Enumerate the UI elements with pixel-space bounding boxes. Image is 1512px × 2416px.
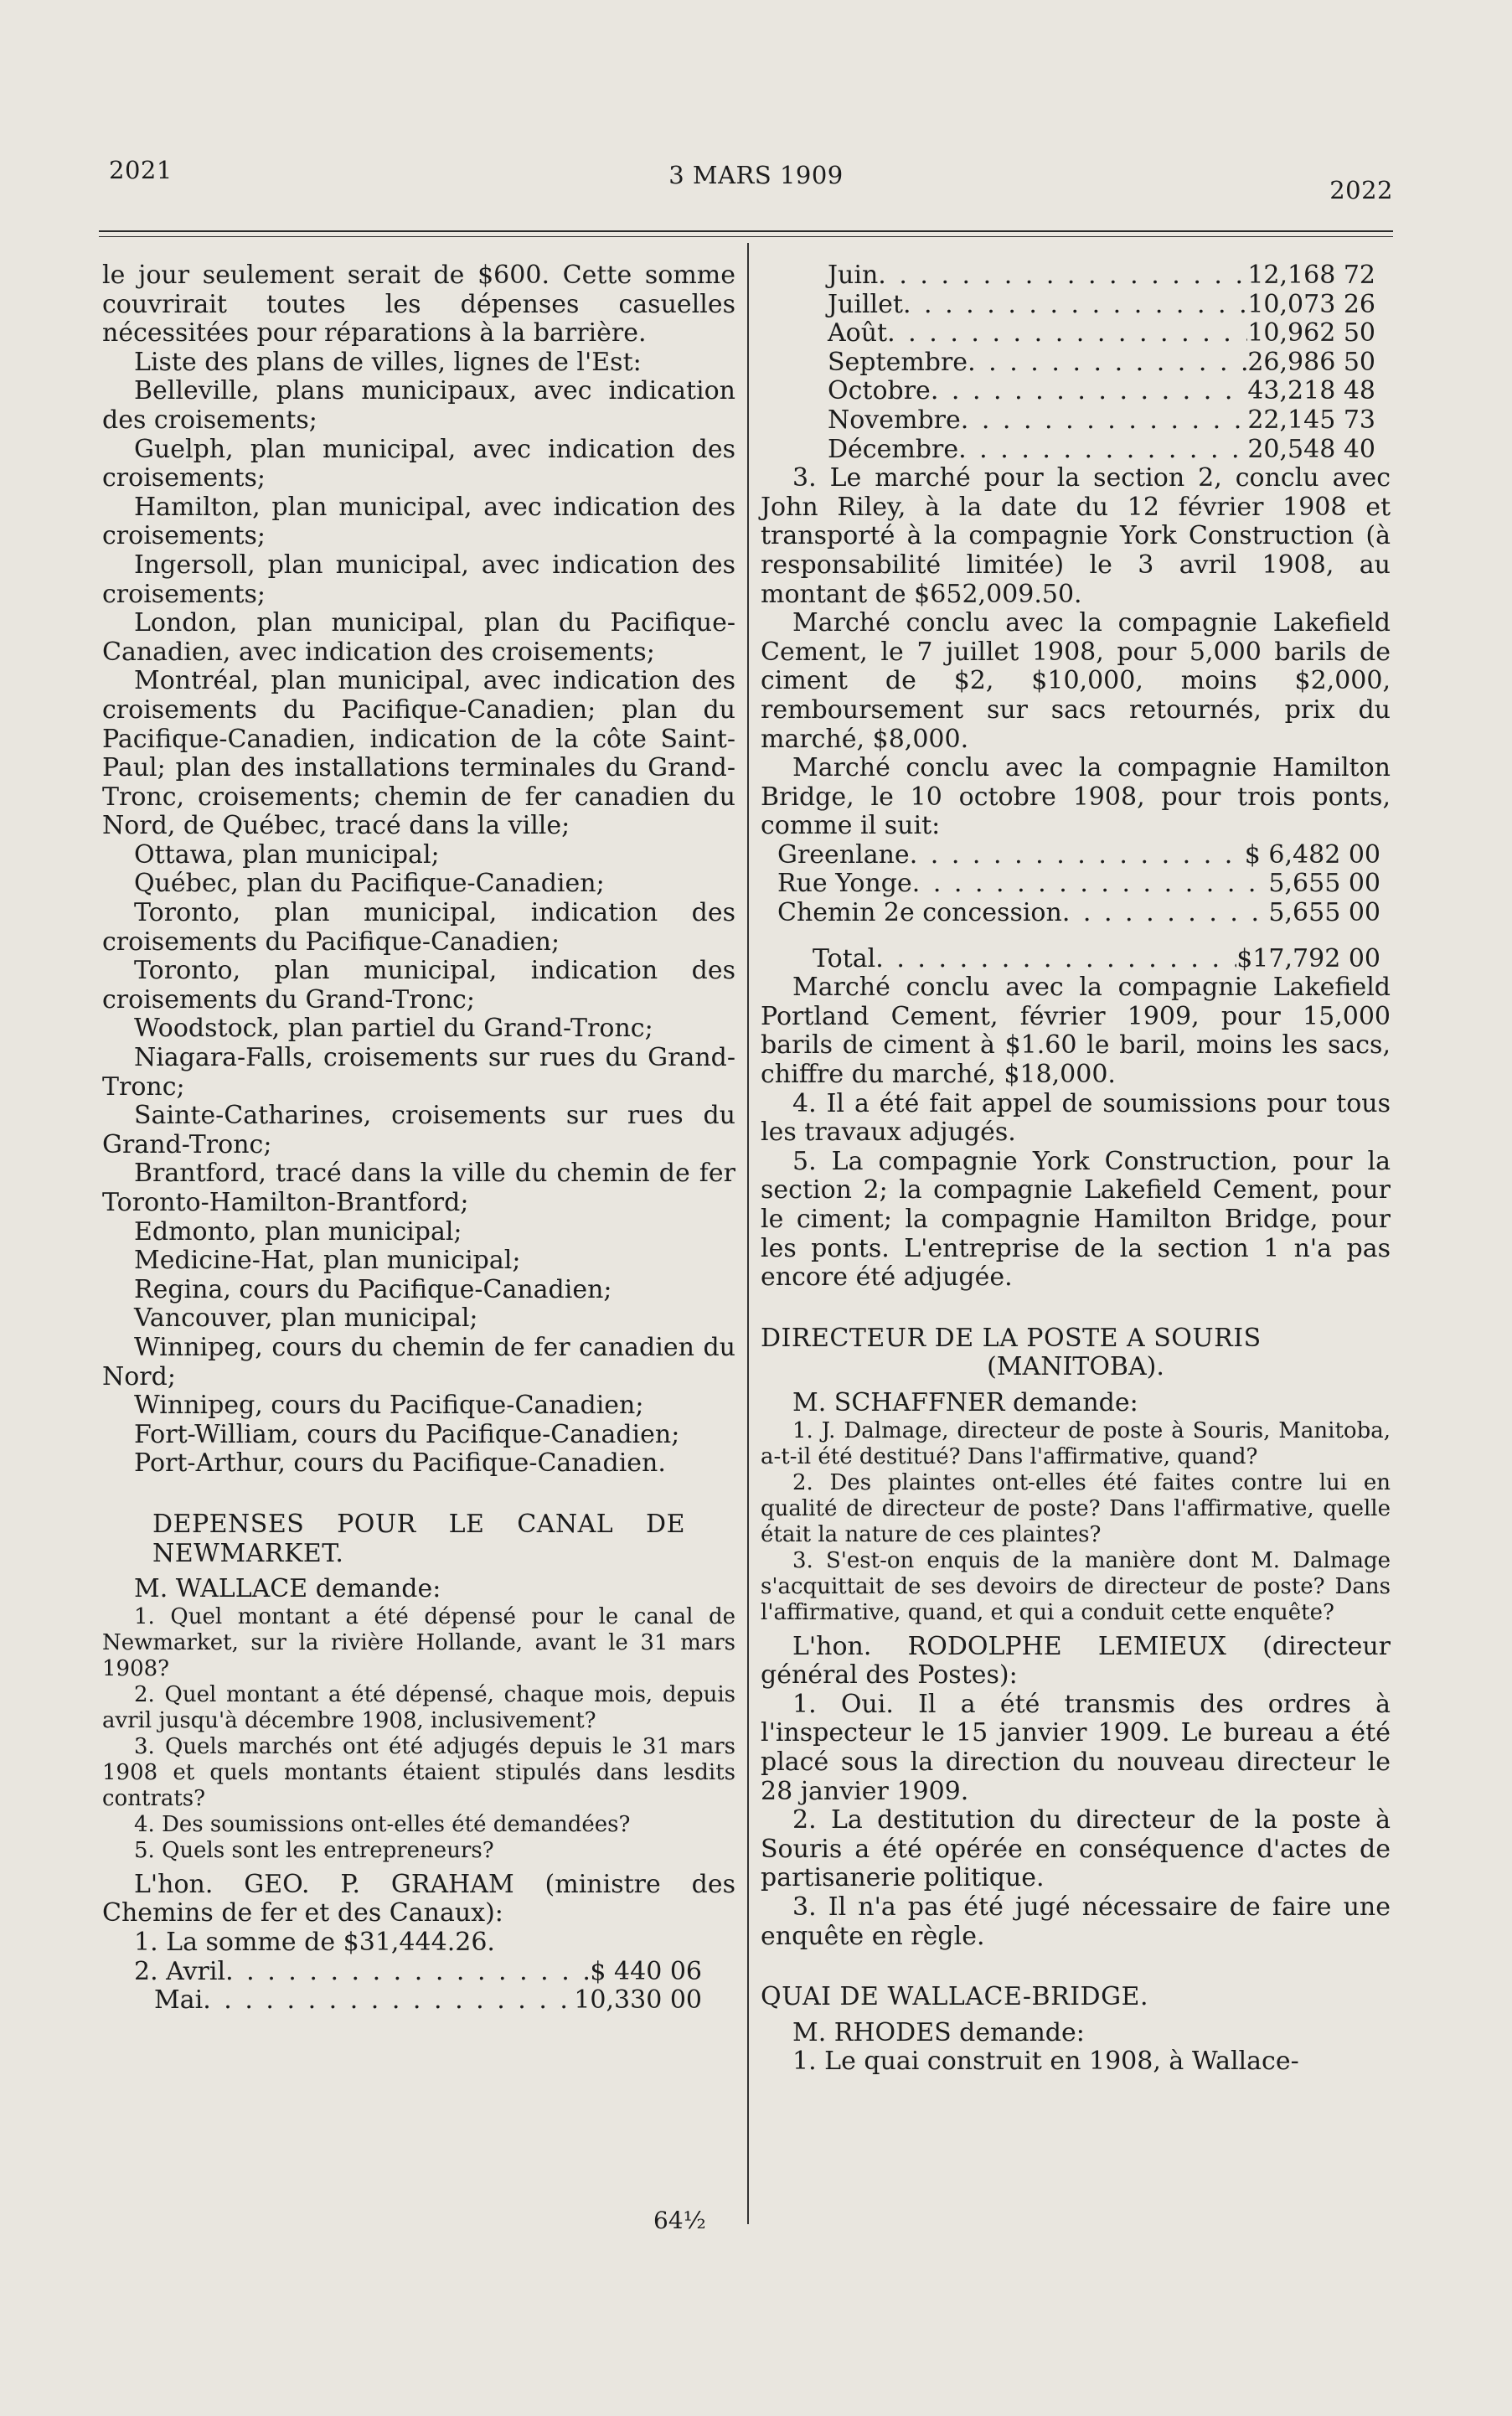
- plan-item: Winnipeg, cours du Pacifique-Canadien;: [134, 1391, 644, 1421]
- plan-item: Guelph, plan municipal, avec indication des croisements;: [102, 434, 735, 493]
- total-label: Total: [813, 943, 876, 973]
- plan-item: Toronto, plan municipal, indication des croisements du Grand-Tronc;: [102, 956, 735, 1014]
- plan-item: London, plan municipal, plan du Pacifique-Canadien, avec indication des croisements;: [102, 608, 735, 667]
- expense-row: [828, 261, 1375, 291]
- expense-value: 20,548 40: [1247, 434, 1375, 464]
- plan-item: Regina, cours du Pacifique-Canadien;: [134, 1274, 612, 1304]
- question-item: 4. Des soumissions ont-elles été demandées?: [134, 1811, 631, 1837]
- plan-item: Brantford, tracé dans la ville du chemin de fer Toronto-Hamilton-Brantford;: [102, 1159, 735, 1217]
- question-asker: M. RHODES demande:: [792, 2017, 1085, 2047]
- answer-item: 2. La destitution du directeur de la poste à Souris a été opérée en conséquence d'actes de partisanerie politique.: [761, 1805, 1391, 1893]
- bridge-row: [777, 899, 1380, 928]
- leader-dots: [875, 945, 1236, 974]
- expense-value: 22,145 73: [1247, 405, 1375, 435]
- question-item: 5. Quels sont les entrepreneurs?: [134, 1837, 494, 1863]
- expense-row: [828, 406, 1375, 436]
- plan-item: Port-Arthur, cours du Pacifique-Canadien.: [134, 1448, 666, 1479]
- leader-dots: [1062, 899, 1269, 928]
- question-asker: M. SCHAFFNER demande:: [792, 1387, 1138, 1417]
- question-item: 2. Quel montant a été dépensé, chaque mois, depuis avril jusqu'à décembre 1908, inclusivement?: [102, 1681, 735, 1733]
- answer-item: 1. La somme de $31,444.26.: [134, 1927, 495, 1957]
- header-rule-thin: [99, 236, 1393, 237]
- leader-dots: [887, 319, 1247, 348]
- expense-value: 43,218 48: [1247, 376, 1375, 406]
- expense-row: [102, 1958, 735, 1987]
- expense-row: [828, 348, 1375, 378]
- header-rule: [99, 230, 1393, 232]
- leader-dots: [958, 436, 1247, 465]
- answerer: L'hon. GEO. P. GRAHAM (ministre des Chemins de fer et des Canaux):: [102, 1869, 735, 1928]
- bridge-label: Greenlane: [777, 839, 910, 870]
- right-page-number: 2022: [1329, 176, 1393, 204]
- bridge-value: 5,655 00: [1268, 869, 1380, 899]
- answer-paragraph: 3. Le marché pour la section 2, conclu avec John Riley, à la date du 12 février 1908 et transporté à la compagnie York Construction (à responsabilité limitée) le 3 avril 1908, au montant de $652,009.50.: [761, 463, 1391, 609]
- plan-item: Ingersoll, plan municipal, avec indication des croisements;: [102, 550, 735, 609]
- bridge-label: Chemin 2e concession: [777, 898, 1062, 928]
- bridges-table: [761, 841, 1391, 928]
- plan-item: Edmonto, plan municipal;: [134, 1216, 462, 1247]
- plan-item: Woodstock, plan partiel du Grand-Tronc;: [134, 1014, 653, 1044]
- leader-dots: [961, 406, 1248, 436]
- expense-label: Juillet: [828, 289, 903, 319]
- expense-row: [828, 436, 1375, 465]
- expense-value: 26,986 50: [1247, 347, 1375, 377]
- answerer: L'hon. RODOLPHE LEMIEUX (directeur général des Postes):: [761, 1631, 1391, 1691]
- plan-item: Toronto, plan municipal, indication des croisements du Pacifique-Canadien;: [102, 898, 735, 957]
- plan-item: Hamilton, plan municipal, avec indication des croisements;: [102, 492, 735, 551]
- expense-label: Septembre: [828, 347, 968, 377]
- expense-label: 2. Avril: [134, 1956, 226, 1986]
- expense-row: [102, 1986, 735, 2016]
- plan-item: Vancouver, plan municipal;: [134, 1304, 478, 1334]
- expense-value: 10,962 50: [1247, 318, 1375, 348]
- answer-item: 3. Il n'a pas été jugé nécessaire de faire une enquête en règle.: [761, 1892, 1391, 1951]
- expense-value: $ 440 06: [590, 1956, 702, 1986]
- page-date: 3 MARS 1909: [668, 161, 844, 189]
- question-item: 1. J. Dalmage, directeur de poste à Souris, Manitoba, a-t-il été destitué? Dans l'affirmative, quand?: [761, 1417, 1391, 1469]
- leader-dots: [912, 870, 1269, 899]
- expense-value: 10,073 26: [1247, 289, 1375, 319]
- plan-item: Winnipeg, cours du chemin de fer canadien du Nord;: [102, 1332, 735, 1391]
- answer-paragraph: Marché conclu avec la compagnie Lakefield Cement, le 7 juillet 1908, pour 5,000 barils de ciment de $2, $10,000, moins $2,000, remboursement sur sacs retournés, prix du marché, $8,000.: [761, 608, 1391, 754]
- answer-paragraph: Marché conclu avec la compagnie Lakefield Portland Cement, février 1909, pour 15,000 barils de ciment à $1.60 le baril, moins les sacs, chiffre du marché, $18,000.: [761, 973, 1391, 1090]
- right-column: [761, 261, 1391, 2077]
- answer-paragraph: Marché conclu avec la compagnie Hamilton Bridge, le 10 octobre 1908, pour trois ponts, comme il suit:: [761, 753, 1391, 841]
- spacer: [761, 928, 1391, 945]
- expense-label: Juin: [828, 261, 879, 290]
- expense-row: [828, 291, 1375, 320]
- question-item: 2. Des plaintes ont-elles été faites contre lui en qualité de directeur de poste? Dans l'affirmative, quelle était la nature de ces plaintes?: [761, 1469, 1391, 1547]
- section-heading-newmarket: DEPENSES POUR LE CANAL DE NEWMARKET.: [152, 1509, 685, 1568]
- plan-item: Québec, plan du Pacifique-Canadien;: [134, 869, 605, 899]
- plan-item: Sainte-Catharines, croisements sur rues du Grand-Tronc;: [102, 1101, 735, 1159]
- expense-label: Mai: [154, 1985, 204, 2016]
- section-heading-wallace-bridge: QUAI DE WALLACE-BRIDGE.: [761, 1982, 1148, 2012]
- expense-value: 12,168 72: [1247, 261, 1375, 290]
- expense-label: Novembre: [828, 405, 961, 435]
- plan-item: Medicine-Hat, plan municipal;: [134, 1246, 521, 1276]
- question-item: 3. S'est-on enquis de la manière dont M. Dalmage s'acquittait de ses devoirs de directeur de poste? Dans l'affirmative, quand, et qui a conduit cette enquête?: [761, 1547, 1391, 1625]
- plan-item: Montréal, plan municipal, avec indication des croisements du Pacifique-Canadien; plan du Pacifique-Canadien, indication de la côte Saint-Paul; plan des installations terminales du Grand-Tronc, croisements; chemin de fer canadien du Nord, de Québec, tracé dans la ville;: [102, 666, 735, 841]
- intro-paragraph: le jour seulement serait de $600. Cette somme couvrirait toutes les dépenses casuelles nécessitées pour réparations à la barrière.: [102, 261, 735, 348]
- leader-dots: [203, 1986, 574, 2016]
- bridge-row: [777, 870, 1380, 899]
- leader-dots: [225, 1958, 590, 1987]
- plans-list-title: Liste des plans de villes, lignes de l'Est:: [134, 347, 642, 377]
- question-asker: M. WALLACE demande:: [134, 1574, 441, 1604]
- left-column: [102, 261, 735, 2016]
- expense-value: 10,330 00: [574, 1985, 702, 2016]
- expense-row: [828, 377, 1375, 406]
- bridge-row: [777, 841, 1380, 870]
- bridge-value: $ 6,482 00: [1244, 839, 1380, 870]
- question-item: 1. Quel montant a été dépensé pour le canal de Newmarket, sur la rivière Hollande, avant le 31 mars 1908?: [102, 1603, 735, 1681]
- leader-dots: [910, 841, 1245, 870]
- leader-dots: [903, 291, 1247, 320]
- section-heading-souris-sub: (MANITOBA).: [987, 1352, 1164, 1382]
- leader-dots: [968, 348, 1247, 378]
- left-page-number: 2021: [109, 156, 173, 184]
- total-row: [761, 945, 1391, 974]
- answer-paragraph: 4. Il a été fait appel de soumissions pour tous les travaux adjugés.: [761, 1088, 1391, 1148]
- expense-label: Octobre: [828, 376, 931, 406]
- question-item: 3. Quels marchés ont été adjugés depuis le 31 mars 1908 et quels montants étaient stipulés dans lesdits contrats?: [102, 1733, 735, 1811]
- leader-dots: [878, 261, 1247, 291]
- plan-item: Niagara-Falls, croisements sur rues du Grand-Tronc;: [102, 1043, 735, 1102]
- section-heading-souris: DIRECTEUR DE LA POSTE A SOURIS: [761, 1323, 1262, 1353]
- answer-paragraph: 5. La compagnie York Construction, pour la section 2; la compagnie Lakefield Cement, pour le ciment; la compagnie Hamilton Bridge, pour les ponts. L'entreprise de la section 1 n'a pas encore été adjugée.: [761, 1146, 1391, 1293]
- expense-label: Décembre: [828, 434, 959, 464]
- page-signature: 64½: [653, 2207, 706, 2234]
- expense-label: Août: [828, 318, 888, 348]
- answer-item: 1. Oui. Il a été transmis des ordres à l'inspecteur le 15 janvier 1909. Le bureau a été placé sous la direction du nouveau directeur le 28 janvier 1909.: [761, 1689, 1391, 1806]
- monthly-expenses-table: [761, 261, 1391, 464]
- total-value: $17,792 00: [1236, 943, 1380, 973]
- bridge-label: Rue Yonge: [777, 869, 912, 899]
- plan-item: Belleville, plans municipaux, avec indication des croisements;: [102, 376, 735, 435]
- question-item: 1. Le quai construit en 1908, à Wallace-: [792, 2047, 1299, 2077]
- bridge-value: 5,655 00: [1268, 898, 1380, 928]
- expense-row: [828, 319, 1375, 348]
- plan-item: Ottawa, plan municipal;: [134, 839, 440, 870]
- plan-item: Fort-William, cours du Pacifique-Canadien;: [134, 1419, 680, 1449]
- leader-dots: [931, 377, 1248, 406]
- column-divider: [747, 243, 749, 2224]
